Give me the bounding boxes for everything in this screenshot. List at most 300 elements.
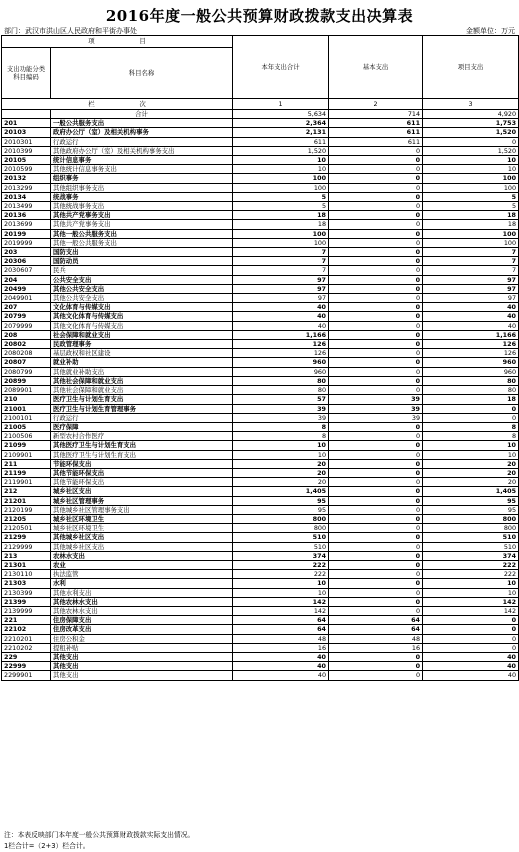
table-row xyxy=(2,570,519,579)
header-basic: 基本支出 xyxy=(329,36,423,99)
cell-code: 20802 xyxy=(2,340,51,349)
cell-project: 0 xyxy=(423,137,519,146)
table-row xyxy=(2,634,519,643)
cell-project: 960 xyxy=(423,367,519,376)
cell-name: 执法监管 xyxy=(51,570,233,579)
cell-basic: 0 xyxy=(329,450,423,459)
table-row xyxy=(2,478,519,487)
table-row xyxy=(2,146,519,155)
cell-name: 新型农村合作医疗 xyxy=(51,432,233,441)
cell-total: 10 xyxy=(233,156,329,165)
cell-name: 行政运行 xyxy=(51,137,233,146)
cell-basic: 0 xyxy=(329,229,423,238)
cell-code: 2100506 xyxy=(2,432,51,441)
cell-project: 4,920 xyxy=(423,110,519,119)
cell-code: 21399 xyxy=(2,597,51,606)
cell-project: 0 xyxy=(423,634,519,643)
cell-name: 医疗卫生与计划生育支出 xyxy=(51,395,233,404)
cell-project: 374 xyxy=(423,551,519,560)
cell-total: 16 xyxy=(233,643,329,652)
table-row xyxy=(2,340,519,349)
cell-code: 21099 xyxy=(2,441,51,450)
cell-code: 2013699 xyxy=(2,220,51,229)
table-row xyxy=(2,524,519,533)
cell-code: 2079999 xyxy=(2,321,51,330)
cell-basic: 0 xyxy=(329,266,423,275)
cell-project: 1,520 xyxy=(423,128,519,137)
cell-basic: 0 xyxy=(329,257,423,266)
table-row xyxy=(2,404,519,413)
header-col3: 3 xyxy=(423,99,519,110)
cell-basic: 0 xyxy=(329,606,423,615)
cell-name: 民兵 xyxy=(51,266,233,275)
cell-basic: 0 xyxy=(329,367,423,376)
cell-name: 医疗保障 xyxy=(51,422,233,431)
cell-project: 80 xyxy=(423,386,519,395)
cell-name: 住房公积金 xyxy=(51,634,233,643)
cell-total: 40 xyxy=(233,662,329,671)
cell-total: 80 xyxy=(233,386,329,395)
cell-name: 国防支出 xyxy=(51,248,233,257)
table-row xyxy=(2,560,519,569)
table-row xyxy=(2,294,519,303)
cell-total: 7 xyxy=(233,266,329,275)
cell-basic: 0 xyxy=(329,340,423,349)
cell-total: 18 xyxy=(233,211,329,220)
cell-total: 2,364 xyxy=(233,119,329,128)
cell-basic: 0 xyxy=(329,330,423,339)
cell-code: 20499 xyxy=(2,284,51,293)
cell-basic: 0 xyxy=(329,579,423,588)
cell-name: 民政管理事务 xyxy=(51,340,233,349)
cell-total: 20 xyxy=(233,478,329,487)
cell-code: 20132 xyxy=(2,174,51,183)
cell-code: 221 xyxy=(2,616,51,625)
cell-total: 222 xyxy=(233,560,329,569)
cell-name: 其他统计信息事务支出 xyxy=(51,165,233,174)
cell-project: 18 xyxy=(423,395,519,404)
cell-total: 1,405 xyxy=(233,487,329,496)
cell-basic: 0 xyxy=(329,248,423,257)
header-code: 支出功能分类科目编码 xyxy=(2,48,51,99)
cell-name: 其他文化体育与传媒支出 xyxy=(51,321,233,330)
cell-name: 节能环保支出 xyxy=(51,459,233,468)
cell-name: 其他共产党事务支出 xyxy=(51,220,233,229)
cell-total: 1,166 xyxy=(233,330,329,339)
cell-basic: 611 xyxy=(329,137,423,146)
cell-name: 基层政权和社区建设 xyxy=(51,349,233,358)
cell-total: 100 xyxy=(233,183,329,192)
cell-total: 5 xyxy=(233,202,329,211)
cell-project: 126 xyxy=(423,349,519,358)
cell-basic: 0 xyxy=(329,478,423,487)
table-row xyxy=(2,514,519,523)
cell-basic: 0 xyxy=(329,386,423,395)
cell-basic: 39 xyxy=(329,413,423,422)
cell-code: 20899 xyxy=(2,376,51,385)
cell-basic: 0 xyxy=(329,524,423,533)
cell-total: 142 xyxy=(233,606,329,615)
cell-total: 8 xyxy=(233,432,329,441)
cell-basic: 0 xyxy=(329,652,423,661)
table-row xyxy=(2,165,519,174)
cell-code: 2010301 xyxy=(2,137,51,146)
cell-basic: 0 xyxy=(329,422,423,431)
cell-project: 10 xyxy=(423,156,519,165)
cell-name: 国防动员 xyxy=(51,257,233,266)
cell-name: 其他水利支出 xyxy=(51,588,233,597)
cell-total: 10 xyxy=(233,441,329,450)
table-row xyxy=(2,119,519,128)
cell-total: 39 xyxy=(233,413,329,422)
cell-code: 21201 xyxy=(2,496,51,505)
cell-project: 40 xyxy=(423,312,519,321)
cell-total: 57 xyxy=(233,395,329,404)
cell-total: 374 xyxy=(233,551,329,560)
cell-basic: 0 xyxy=(329,349,423,358)
table-row xyxy=(2,487,519,496)
table-row xyxy=(2,588,519,597)
cell-code xyxy=(2,110,51,119)
cell-project: 100 xyxy=(423,229,519,238)
table-row xyxy=(2,211,519,220)
cell-code: 2013299 xyxy=(2,183,51,192)
cell-name: 其他城乡社区支出 xyxy=(51,533,233,542)
cell-total: 95 xyxy=(233,505,329,514)
cell-code: 2100101 xyxy=(2,413,51,422)
cell-project: 800 xyxy=(423,524,519,533)
cell-basic: 64 xyxy=(329,625,423,634)
cell-name: 住房改革支出 xyxy=(51,625,233,634)
cell-basic: 0 xyxy=(329,192,423,201)
table-row xyxy=(2,441,519,450)
cell-project: 1,753 xyxy=(423,119,519,128)
cell-basic: 0 xyxy=(329,514,423,523)
cell-code: 2129999 xyxy=(2,542,51,551)
cell-name: 城乡社区管理事务 xyxy=(51,496,233,505)
cell-basic: 0 xyxy=(329,432,423,441)
cell-project: 510 xyxy=(423,542,519,551)
cell-code: 208 xyxy=(2,330,51,339)
cell-code: 2299901 xyxy=(2,671,51,680)
cell-total: 8 xyxy=(233,422,329,431)
cell-name: 农林水支出 xyxy=(51,551,233,560)
cell-code: 2080799 xyxy=(2,367,51,376)
report-title: 2016年度一般公共预算财政拨款支出决算表 xyxy=(105,7,414,25)
cell-total: 40 xyxy=(233,312,329,321)
cell-project: 97 xyxy=(423,294,519,303)
cell-name: 其他医疗卫生与计划生育支出 xyxy=(51,441,233,450)
cell-code: 2089901 xyxy=(2,386,51,395)
cell-basic: 64 xyxy=(329,616,423,625)
cell-code: 203 xyxy=(2,248,51,257)
cell-project: 1,166 xyxy=(423,330,519,339)
cell-total: 10 xyxy=(233,165,329,174)
cell-code: 2130399 xyxy=(2,588,51,597)
cell-project: 10 xyxy=(423,441,519,450)
cell-total: 80 xyxy=(233,376,329,385)
cell-project: 8 xyxy=(423,432,519,441)
table-row xyxy=(2,174,519,183)
cell-basic: 0 xyxy=(329,321,423,330)
cell-total: 1,520 xyxy=(233,146,329,155)
cell-code: 210 xyxy=(2,395,51,404)
cell-basic: 0 xyxy=(329,468,423,477)
table-row xyxy=(2,220,519,229)
header-project: 项 目 xyxy=(2,36,233,48)
cell-code: 22102 xyxy=(2,625,51,634)
cell-name: 其他共产党事务支出 xyxy=(51,211,233,220)
cell-basic: 0 xyxy=(329,551,423,560)
cell-name: 其他政府办公厅（室）及相关机构事务支出 xyxy=(51,146,233,155)
cell-total: 97 xyxy=(233,275,329,284)
cell-basic: 0 xyxy=(329,275,423,284)
cell-project: 40 xyxy=(423,671,519,680)
cell-total: 40 xyxy=(233,652,329,661)
cell-code: 2013499 xyxy=(2,202,51,211)
cell-project: 0 xyxy=(423,404,519,413)
cell-code: 2120199 xyxy=(2,505,51,514)
cell-basic: 0 xyxy=(329,165,423,174)
table-row xyxy=(2,321,519,330)
table-row xyxy=(2,606,519,615)
cell-code: 2109901 xyxy=(2,450,51,459)
cell-name: 其他公共安全支出 xyxy=(51,294,233,303)
table-row xyxy=(2,671,519,680)
cell-total: 5,634 xyxy=(233,110,329,119)
cell-name: 其他统战事务支出 xyxy=(51,202,233,211)
cell-name: 其他医疗卫生与计划生育支出 xyxy=(51,450,233,459)
cell-code: 2010599 xyxy=(2,165,51,174)
cell-project: 222 xyxy=(423,570,519,579)
cell-basic: 39 xyxy=(329,395,423,404)
cell-code: 2019999 xyxy=(2,238,51,247)
cell-total: 40 xyxy=(233,321,329,330)
table-row xyxy=(2,505,519,514)
table-row xyxy=(2,662,519,671)
table-row xyxy=(2,248,519,257)
cell-project: 222 xyxy=(423,560,519,569)
cell-total: 20 xyxy=(233,468,329,477)
cell-project: 95 xyxy=(423,505,519,514)
cell-name: 其他支出 xyxy=(51,662,233,671)
cell-code: 20136 xyxy=(2,211,51,220)
cell-project: 0 xyxy=(423,643,519,652)
cell-project: 960 xyxy=(423,358,519,367)
cell-project: 10 xyxy=(423,165,519,174)
cell-project: 800 xyxy=(423,514,519,523)
cell-project: 18 xyxy=(423,211,519,220)
cell-total: 800 xyxy=(233,524,329,533)
cell-code: 204 xyxy=(2,275,51,284)
cell-total: 126 xyxy=(233,349,329,358)
cell-name: 社会保障和就业支出 xyxy=(51,330,233,339)
cell-project: 0 xyxy=(423,616,519,625)
cell-basic: 0 xyxy=(329,211,423,220)
cell-code: 21299 xyxy=(2,533,51,542)
cell-basic: 0 xyxy=(329,174,423,183)
cell-basic: 0 xyxy=(329,202,423,211)
cell-total: 126 xyxy=(233,340,329,349)
table-row xyxy=(2,422,519,431)
cell-code: 2080208 xyxy=(2,349,51,358)
cell-total: 40 xyxy=(233,303,329,312)
cell-project: 0 xyxy=(423,625,519,634)
table-row xyxy=(2,367,519,376)
table-row xyxy=(2,229,519,238)
cell-code: 20799 xyxy=(2,312,51,321)
note-line-1: 注：本表反映部门本年度一般公共预算财政拨款实际支出情况。 xyxy=(4,831,195,839)
cell-total: 100 xyxy=(233,238,329,247)
table-row xyxy=(2,533,519,542)
cell-total: 611 xyxy=(233,137,329,146)
cell-name: 就业补助 xyxy=(51,358,233,367)
cell-basic: 0 xyxy=(329,284,423,293)
cell-total: 960 xyxy=(233,367,329,376)
table-row xyxy=(2,156,519,165)
cell-project: 97 xyxy=(423,275,519,284)
table-row xyxy=(2,137,519,146)
cell-name: 其他文化体育与传媒支出 xyxy=(51,312,233,321)
cell-basic: 0 xyxy=(329,597,423,606)
cell-total: 2,131 xyxy=(233,128,329,137)
cell-code: 21205 xyxy=(2,514,51,523)
cell-name: 文化体育与传媒支出 xyxy=(51,303,233,312)
cell-total: 222 xyxy=(233,570,329,579)
cell-basic: 0 xyxy=(329,156,423,165)
cell-name: 其他社会保障和就业支出 xyxy=(51,376,233,385)
cell-name: 其他社会保障和就业支出 xyxy=(51,386,233,395)
cell-project: 1,520 xyxy=(423,146,519,155)
cell-name: 其他一般公共服务支出 xyxy=(51,229,233,238)
cell-project: 5 xyxy=(423,192,519,201)
cell-project: 142 xyxy=(423,597,519,606)
cell-project: 95 xyxy=(423,496,519,505)
table-row xyxy=(2,330,519,339)
cell-code: 201 xyxy=(2,119,51,128)
cell-code: 2139999 xyxy=(2,606,51,615)
cell-project: 7 xyxy=(423,257,519,266)
table-row xyxy=(2,386,519,395)
cell-basic: 0 xyxy=(329,376,423,385)
cell-total: 100 xyxy=(233,229,329,238)
cell-code: 20134 xyxy=(2,192,51,201)
cell-project: 18 xyxy=(423,220,519,229)
cell-name: 其他支出 xyxy=(51,671,233,680)
table-row xyxy=(2,579,519,588)
cell-name: 城乡社区环境卫生 xyxy=(51,514,233,523)
cell-basic: 48 xyxy=(329,634,423,643)
cell-basic: 0 xyxy=(329,542,423,551)
table-row xyxy=(2,266,519,275)
cell-code: 21001 xyxy=(2,404,51,413)
cell-basic: 0 xyxy=(329,560,423,569)
table-row xyxy=(2,192,519,201)
cell-project: 40 xyxy=(423,303,519,312)
cell-code: 21303 xyxy=(2,579,51,588)
cell-project: 100 xyxy=(423,238,519,247)
cell-name: 其他公共安全支出 xyxy=(51,284,233,293)
table-row xyxy=(2,459,519,468)
cell-name: 提租补贴 xyxy=(51,643,233,652)
table-row xyxy=(2,376,519,385)
cell-name: 公共安全支出 xyxy=(51,275,233,284)
cell-total: 100 xyxy=(233,174,329,183)
cell-basic: 611 xyxy=(329,128,423,137)
cell-code: 21199 xyxy=(2,468,51,477)
cell-name: 农业 xyxy=(51,560,233,569)
header-col1: 1 xyxy=(233,99,329,110)
cell-name: 其他节能环保支出 xyxy=(51,478,233,487)
cell-total: 64 xyxy=(233,625,329,634)
cell-project: 10 xyxy=(423,450,519,459)
cell-project: 20 xyxy=(423,459,519,468)
cell-project: 80 xyxy=(423,376,519,385)
cell-code: 2119901 xyxy=(2,478,51,487)
cell-basic: 0 xyxy=(329,662,423,671)
cell-project: 10 xyxy=(423,579,519,588)
cell-name: 组织事务 xyxy=(51,174,233,183)
cell-project: 40 xyxy=(423,652,519,661)
cell-total: 510 xyxy=(233,533,329,542)
cell-project: 40 xyxy=(423,662,519,671)
table-row xyxy=(2,395,519,404)
cell-name: 其他城乡社区支出 xyxy=(51,542,233,551)
cell-name: 城乡社区支出 xyxy=(51,487,233,496)
cell-basic: 0 xyxy=(329,220,423,229)
department-label: 部门：武汉市洪山区人民政府和平街办事处 xyxy=(4,27,137,35)
cell-name: 其他支出 xyxy=(51,652,233,661)
cell-basic: 0 xyxy=(329,183,423,192)
cell-total: 10 xyxy=(233,579,329,588)
cell-basic: 0 xyxy=(329,358,423,367)
cell-basic: 0 xyxy=(329,505,423,514)
table-row xyxy=(2,643,519,652)
table-row xyxy=(2,128,519,137)
cell-basic: 0 xyxy=(329,303,423,312)
cell-code: 2030607 xyxy=(2,266,51,275)
cell-name: 住房保障支出 xyxy=(51,616,233,625)
cell-total: 20 xyxy=(233,459,329,468)
header-col2: 2 xyxy=(329,99,423,110)
table-row xyxy=(2,358,519,367)
cell-name: 其他一般公共服务支出 xyxy=(51,238,233,247)
table-row xyxy=(2,551,519,560)
cell-project: 142 xyxy=(423,606,519,615)
cell-basic: 611 xyxy=(329,119,423,128)
header-total: 本年支出合计 xyxy=(233,36,329,99)
header-project-expense: 项目支出 xyxy=(423,36,519,99)
cell-project: 1,405 xyxy=(423,487,519,496)
cell-total: 960 xyxy=(233,358,329,367)
cell-code: 2130110 xyxy=(2,570,51,579)
cell-basic: 0 xyxy=(329,533,423,542)
cell-code: 22999 xyxy=(2,662,51,671)
cell-name: 其他就业补助支出 xyxy=(51,367,233,376)
cell-total: 64 xyxy=(233,616,329,625)
cell-project: 0 xyxy=(423,413,519,422)
table-row xyxy=(2,597,519,606)
cell-name: 城乡社区环境卫生 xyxy=(51,524,233,533)
cell-name: 政府办公厅（室）及相关机构事务 xyxy=(51,128,233,137)
cell-total: 5 xyxy=(233,192,329,201)
cell-code: 211 xyxy=(2,459,51,468)
cell-code: 20807 xyxy=(2,358,51,367)
cell-code: 2120501 xyxy=(2,524,51,533)
cell-code: 20306 xyxy=(2,257,51,266)
cell-project: 10 xyxy=(423,588,519,597)
table-row xyxy=(2,312,519,321)
